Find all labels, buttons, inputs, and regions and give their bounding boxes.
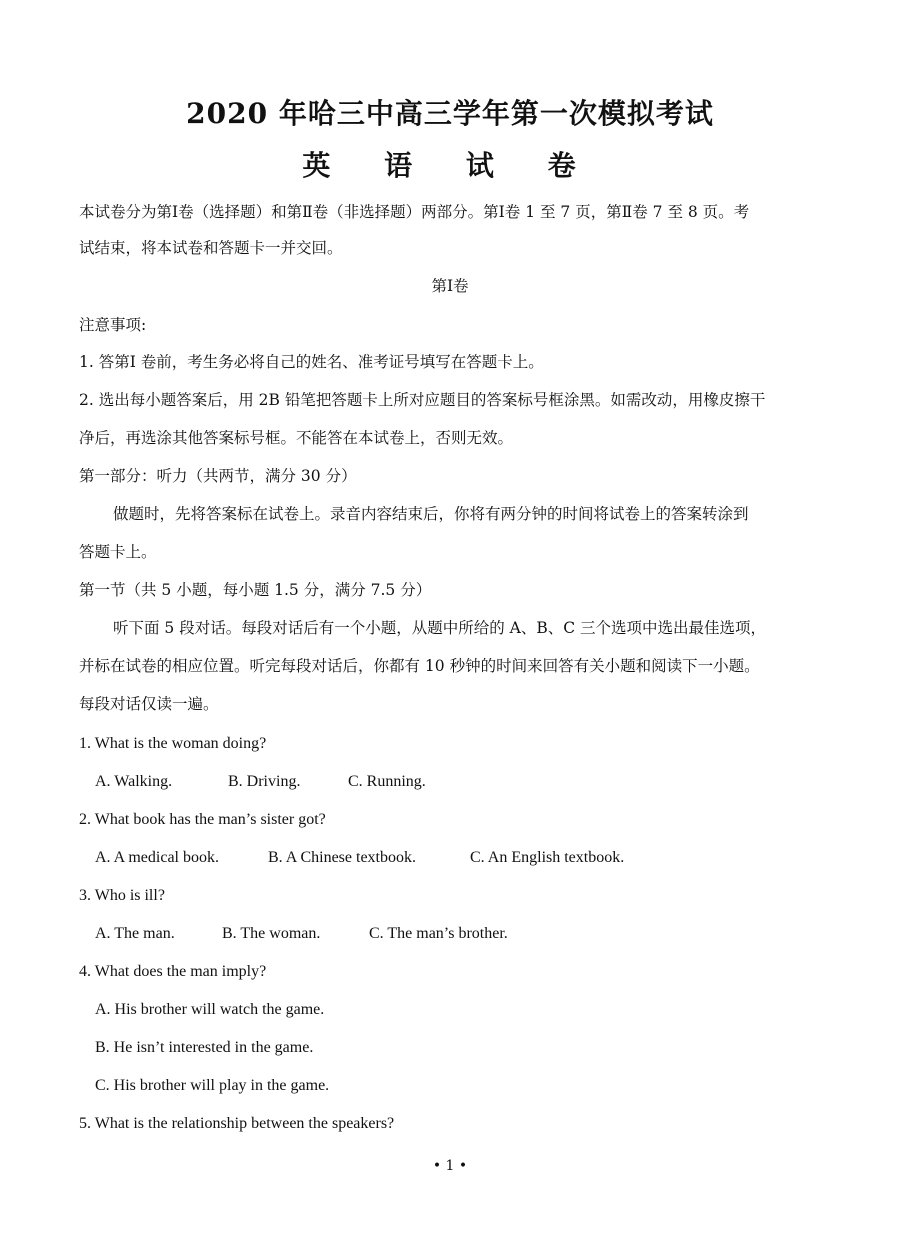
section1-heading: 第一节（共 5 小题，每小题 1.5 分，满分 7.5 分） [79, 581, 432, 599]
question-1-option-a: A. Walking. [95, 773, 173, 790]
question-4-option-a: A. His brother will watch the game. [95, 1001, 325, 1018]
question-5: 5. What is the relationship between the speakers? [79, 1115, 395, 1132]
question-3: 3. Who is ill? [79, 887, 165, 904]
notes-heading: 注意事项: [79, 316, 147, 334]
question-3-option-b: B. The woman. [222, 925, 321, 942]
question-4-option-b: B. He isn’t interested in the game. [95, 1039, 314, 1056]
question-2-option-a: A. A medical book. [95, 849, 219, 866]
note-item-2-line-1: 2. 选出每小题答案后，用 2B 铅笔把答题卡上所对应题目的答案标号框涂黑。如需改动，用橡皮擦干 [79, 391, 766, 409]
section1-instruction-line-1: 听下面 5 段对话。每段对话后有一个小题，从题中所给的 A、B、C 三个选项中选出最佳选项， [113, 619, 767, 637]
question-1-option-b: B. Driving. [228, 773, 301, 790]
note-item-2-line-2: 净后，再选涂其他答案标号框。不能答在本试卷上，否则无效。 [79, 429, 514, 447]
page-number: • 1 • [432, 1158, 468, 1174]
part1-instruction-line-1: 做题时，先将答案标在试卷上。录音内容结束后，你将有两分钟的时间将试卷上的答案转涂到 [113, 505, 749, 523]
note-item-1: 1. 答第Ⅰ 卷前，考生务必将自己的姓名、准考证号填写在答题卡上。 [79, 353, 544, 371]
intro-line-1: 本试卷分为第Ⅰ卷（选择题）和第Ⅱ卷（非选择题）两部分。第Ⅰ卷 1 至 7 页，第Ⅱ卷 7 至 8 页。考 [79, 203, 750, 221]
question-1-option-c: C. Running. [348, 773, 426, 790]
question-3-option-a: A. The man. [95, 925, 175, 942]
exam-subtitle: 英 语 试 卷 [302, 149, 598, 182]
question-3-option-c: C. The man’s brother. [369, 925, 508, 942]
exam-title: 2020 年哈三中高三学年第一次模拟考试 [186, 97, 714, 130]
question-2: 2. What book has the man’s sister got? [79, 811, 326, 828]
intro-line-2: 试结束，将本试卷和答题卡一并交回。 [79, 239, 343, 257]
question-1: 1. What is the woman doing? [79, 735, 267, 752]
section1-instruction-line-3: 每段对话仅读一遍。 [79, 695, 219, 713]
section1-instruction-line-2: 并标在试卷的相应位置。听完每段对话后，你都有 10 秒钟的时间来回答有关小题和阅读下一小题。 [79, 657, 760, 675]
question-4: 4. What does the man imply? [79, 963, 267, 980]
part1-heading: 第一部分：听力（共两节，满分 30 分） [79, 467, 357, 485]
question-2-option-c: C. An English textbook. [470, 849, 625, 866]
question-2-option-b: B. A Chinese textbook. [268, 849, 416, 866]
part1-instruction-line-2: 答题卡上。 [79, 543, 157, 561]
section-title: 第Ⅰ卷 [431, 277, 469, 295]
question-4-option-c: C. His brother will play in the game. [95, 1077, 330, 1094]
